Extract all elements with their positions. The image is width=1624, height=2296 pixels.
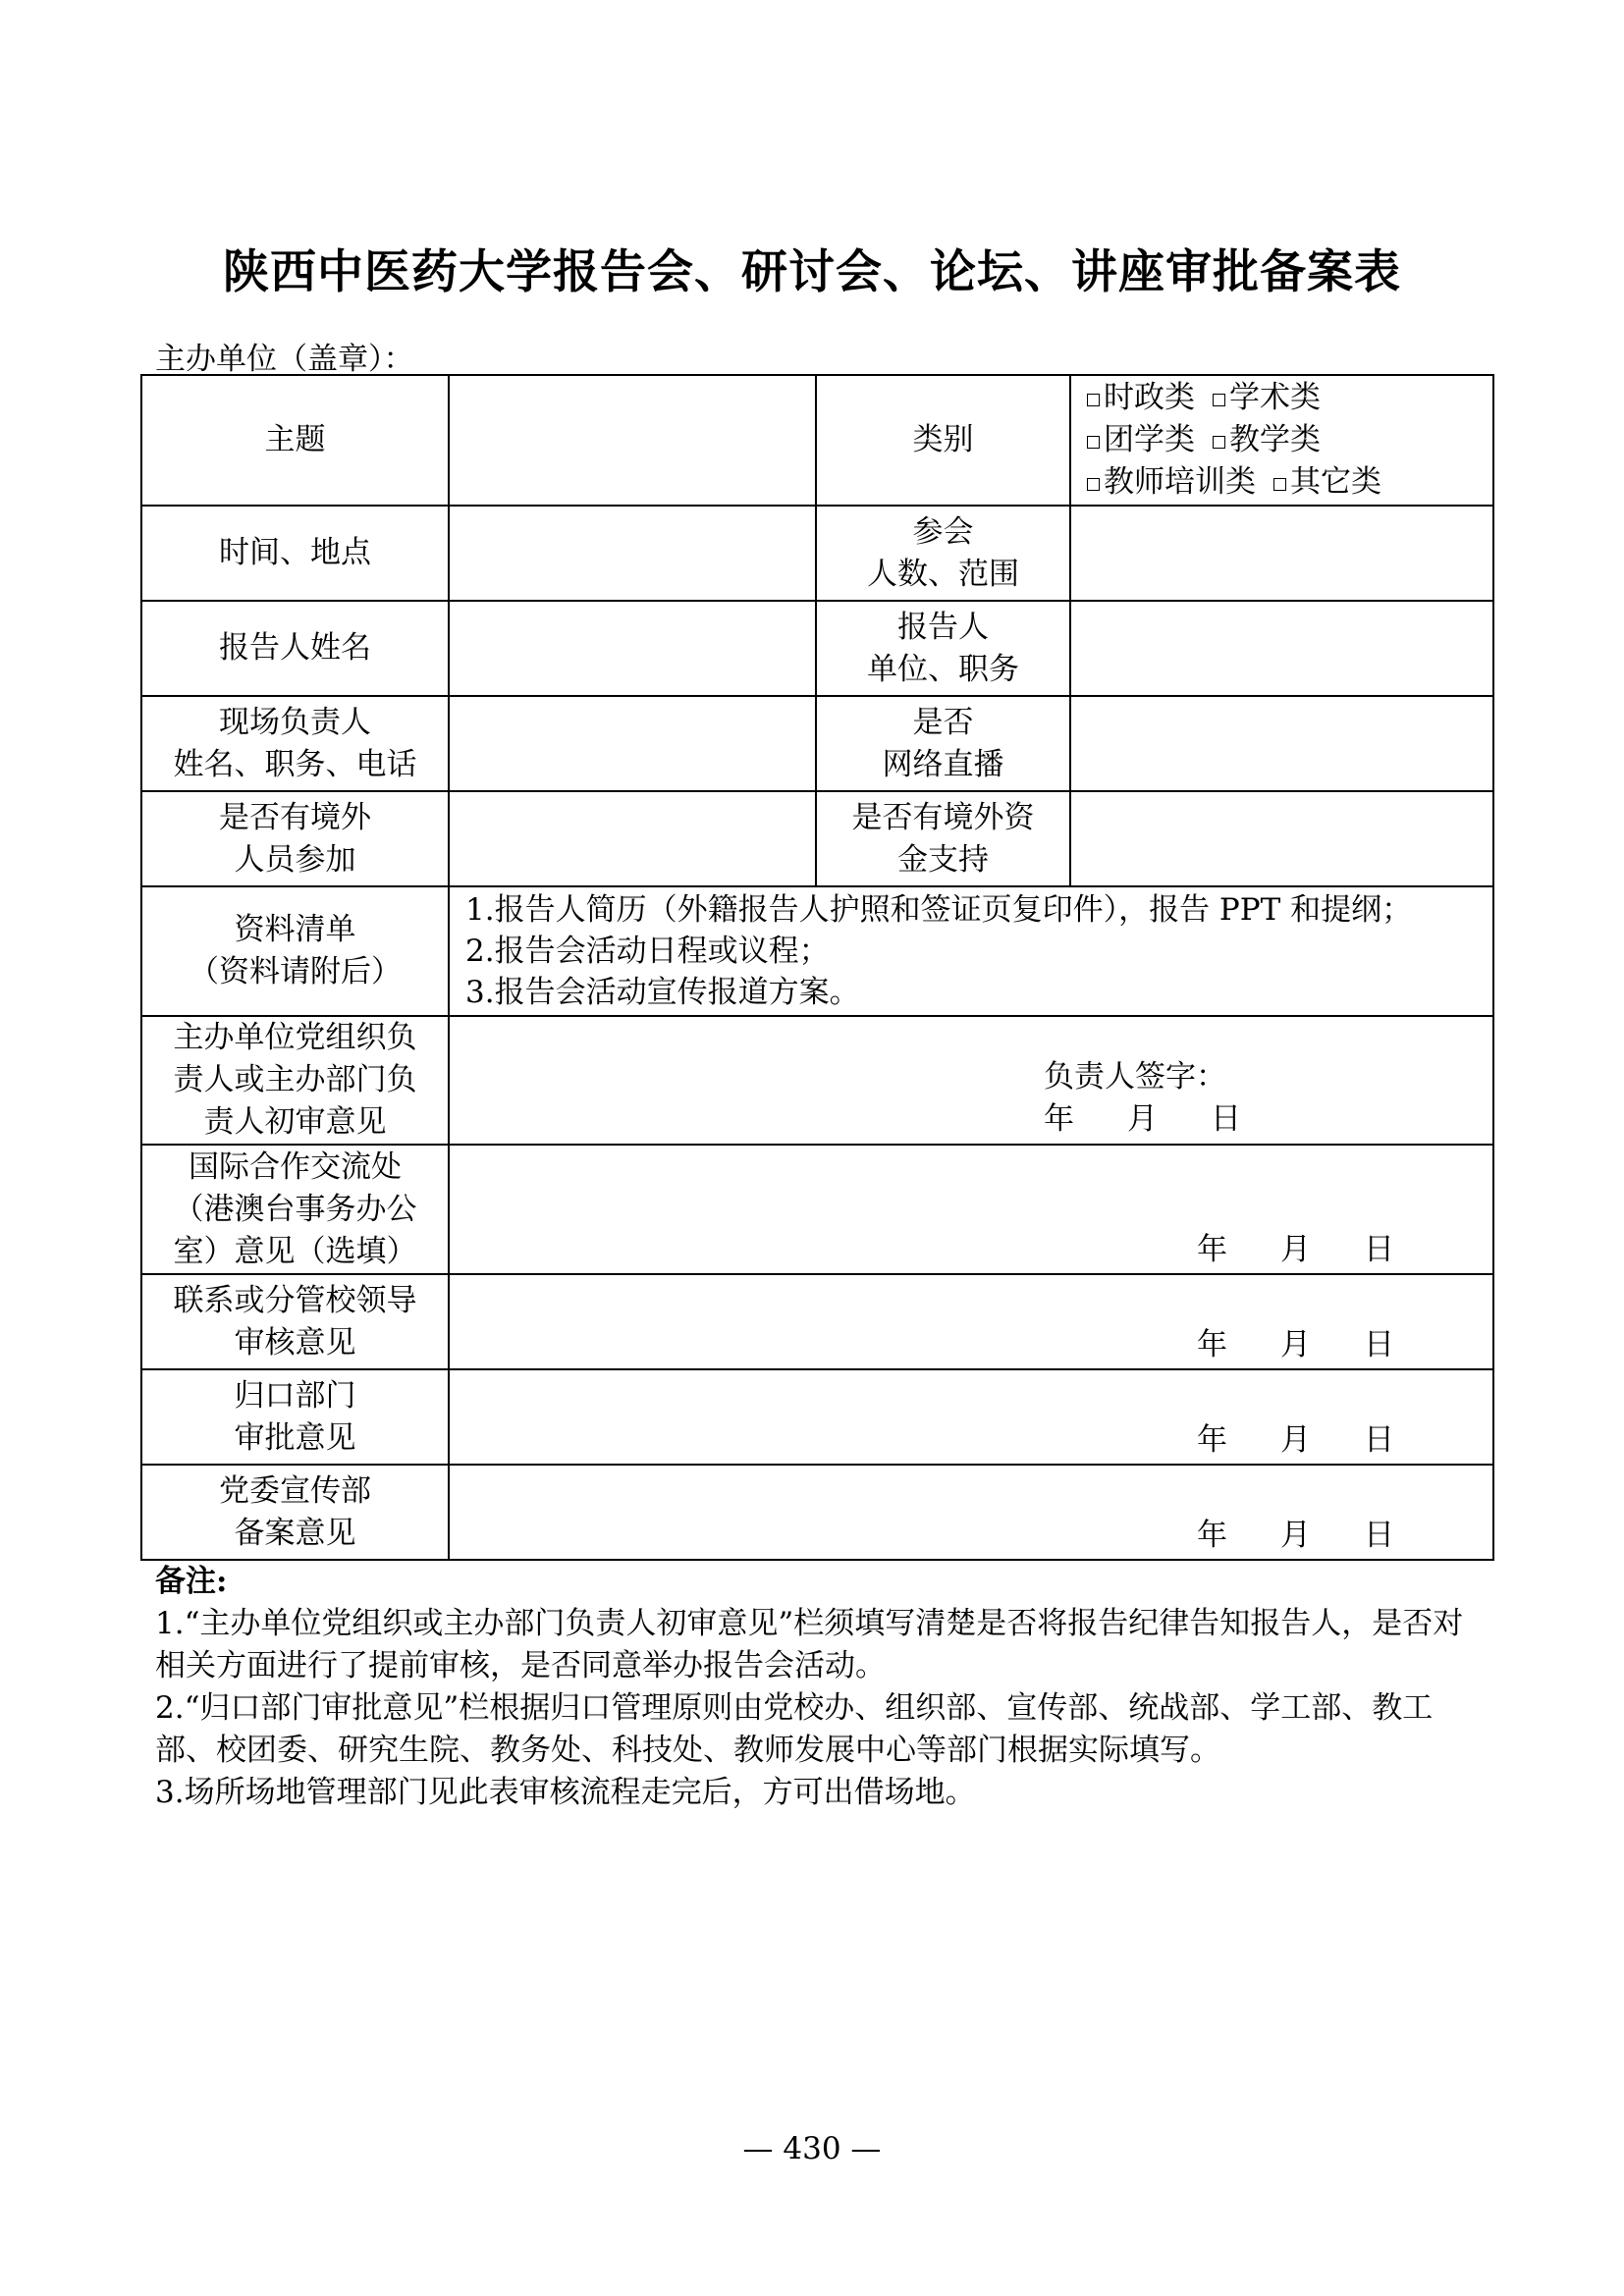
note-item: 1.“主办单位党组织或主办部门负责人初审意见”栏须填写清楚是否将报告纪律告知报告人，是否对相关方面进行了提前审核，是否同意举办报告会活动。	[155, 1606, 1464, 1683]
row-propaganda-record	[141, 1465, 1493, 1560]
date-day: 日	[1364, 1518, 1394, 1553]
label-live-line2: 网络直播	[882, 746, 1004, 782]
checkbox-politics[interactable]	[1087, 394, 1100, 406]
signature-date	[1044, 1098, 1241, 1141]
category-academic: 学术类	[1229, 380, 1321, 415]
label-materials-line2: （资料请附后）	[189, 954, 402, 989]
category-teacher-training: 教师培训类	[1104, 464, 1256, 500]
row-materials	[141, 886, 1493, 1016]
category-teaching: 教学类	[1229, 422, 1321, 457]
date-month: 月	[1127, 1101, 1158, 1137]
label-dept-line2: 审批意见	[234, 1419, 356, 1456]
signature-label: 负责人签字：	[1044, 1059, 1226, 1095]
checkbox-teaching[interactable]	[1213, 436, 1225, 449]
row-topic	[141, 375, 1493, 506]
date-month: 月	[1280, 1422, 1311, 1458]
approval-form-table	[140, 374, 1494, 1561]
date-year: 年	[1197, 1232, 1227, 1267]
onsite-contact-field[interactable]	[449, 696, 816, 791]
label-intl-line2: （港澳台事务办公	[173, 1191, 417, 1227]
label-propaganda-record	[141, 1465, 449, 1560]
label-attendees	[816, 506, 1070, 601]
label-speaker-name: 报告人姓名	[141, 601, 449, 696]
date-day: 日	[1364, 1232, 1394, 1267]
label-org-review-line3: 责人初审意见	[203, 1104, 387, 1140]
date-year: 年	[1044, 1101, 1074, 1137]
label-leader-line2: 审核意见	[234, 1324, 356, 1361]
checkbox-youth[interactable]	[1087, 436, 1100, 449]
notes-section	[155, 1561, 1490, 1814]
checkbox-teacher-training[interactable]	[1087, 478, 1100, 491]
label-materials	[141, 886, 449, 1016]
label-intl-line3: 室）意见（选填）	[173, 1233, 417, 1269]
label-speaker-unit-line2: 单位、职务	[867, 651, 1019, 687]
date-year: 年	[1197, 1422, 1227, 1458]
attendees-field[interactable]	[1070, 506, 1493, 601]
date-month: 月	[1280, 1232, 1311, 1267]
signature-block	[1044, 1056, 1241, 1141]
topic-field[interactable]	[449, 375, 816, 506]
date-day: 日	[1364, 1327, 1394, 1362]
propaganda-record-field[interactable]	[449, 1465, 1493, 1560]
category-other: 其它类	[1290, 464, 1381, 500]
label-speaker-unit-line1: 报告人	[897, 609, 989, 645]
label-org-review	[141, 1016, 449, 1145]
intl-office-field[interactable]	[449, 1145, 1493, 1274]
page-title: 陕西中医药大学报告会、研讨会、论坛、讲座审批备案表	[223, 245, 1401, 299]
label-foreign-people-line1: 是否有境外	[219, 799, 371, 835]
row-foreign	[141, 791, 1493, 886]
label-intl-line1: 国际合作交流处	[189, 1148, 402, 1185]
dept-approval-field[interactable]	[449, 1369, 1493, 1465]
label-propaganda-line2: 备案意见	[234, 1515, 356, 1551]
label-topic: 主题	[141, 375, 449, 506]
date-line	[1197, 1229, 1394, 1271]
label-foreign-funds	[816, 791, 1070, 886]
row-onsite	[141, 696, 1493, 791]
date-line	[1197, 1419, 1394, 1462]
label-speaker-unit	[816, 601, 1070, 696]
checkbox-academic[interactable]	[1213, 394, 1225, 406]
category-politics: 时政类	[1104, 380, 1195, 415]
row-org-review	[141, 1016, 1493, 1145]
note-item: 2.“归口部门审批意见”栏根据归口管理原则由党校办、组织部、宣传部、统战部、学工部、教工部、校团委、研究生院、教务处、科技处、教师发展中心等部门根据实际填写。	[155, 1690, 1434, 1768]
date-line	[1197, 1515, 1394, 1557]
date-day: 日	[1211, 1101, 1241, 1137]
organizer-label: 主办单位（盖章）：	[155, 342, 414, 377]
category-options	[1070, 375, 1493, 506]
date-year: 年	[1197, 1518, 1227, 1553]
label-live-stream	[816, 696, 1070, 791]
row-speaker	[141, 601, 1493, 696]
label-leader-line1: 联系或分管校领导	[173, 1282, 417, 1318]
label-live-line1: 是否	[912, 704, 974, 740]
row-leader-review	[141, 1274, 1493, 1369]
foreign-funds-field[interactable]	[1070, 791, 1493, 886]
note-item: 3.场所场地管理部门见此表审核流程走完后，方可出借场地。	[155, 1775, 976, 1810]
row-time-place	[141, 506, 1493, 601]
label-foreign-people	[141, 791, 449, 886]
foreign-people-field[interactable]	[449, 791, 816, 886]
label-attendees-line2: 人数、范围	[867, 556, 1019, 592]
label-time-place: 时间、地点	[141, 506, 449, 601]
category-youth: 团学类	[1104, 422, 1195, 457]
date-month: 月	[1280, 1327, 1311, 1362]
speaker-unit-field[interactable]	[1070, 601, 1493, 696]
label-leader-review	[141, 1274, 449, 1369]
leader-review-field[interactable]	[449, 1274, 1493, 1369]
label-foreign-people-line2: 人员参加	[234, 841, 356, 878]
page-number: — 430 —	[742, 2131, 882, 2166]
date-year: 年	[1197, 1327, 1227, 1362]
label-category: 类别	[816, 375, 1070, 506]
materials-item: 1.报告人简历（外籍报告人护照和签证页复印件），报告 PPT 和提纲；	[465, 892, 1413, 928]
row-dept-approval	[141, 1369, 1493, 1465]
label-foreign-funds-line2: 金支持	[897, 841, 989, 878]
label-foreign-funds-line1: 是否有境外资	[851, 799, 1035, 835]
row-intl-office	[141, 1145, 1493, 1274]
materials-list	[449, 886, 1493, 1016]
date-line	[1197, 1324, 1394, 1366]
label-attendees-line1: 参会	[912, 513, 974, 550]
org-review-field[interactable]	[449, 1016, 1493, 1145]
checkbox-other[interactable]	[1273, 478, 1286, 491]
materials-item: 2.报告会活动日程或议程；	[465, 934, 830, 969]
label-dept-line1: 归口部门	[234, 1377, 356, 1414]
label-materials-line1: 资料清单	[234, 912, 356, 947]
label-onsite-line2: 姓名、职务、电话	[173, 746, 417, 782]
label-onsite-line1: 现场负责人	[219, 704, 371, 740]
label-propaganda-line1: 党委宣传部	[219, 1472, 371, 1509]
time-place-field[interactable]	[449, 506, 816, 601]
date-month: 月	[1280, 1518, 1311, 1553]
label-onsite-contact	[141, 696, 449, 791]
label-org-review-line1: 主办单位党组织负	[173, 1020, 417, 1055]
label-intl-office	[141, 1145, 449, 1274]
materials-item: 3.报告会活动宣传报道方案。	[465, 975, 860, 1010]
notes-heading: 备注:	[155, 1564, 228, 1599]
live-stream-field[interactable]	[1070, 696, 1493, 791]
date-day: 日	[1364, 1422, 1394, 1458]
label-org-review-line2: 责人或主办部门负	[173, 1062, 417, 1097]
label-dept-approval	[141, 1369, 449, 1465]
speaker-name-field[interactable]	[449, 601, 816, 696]
